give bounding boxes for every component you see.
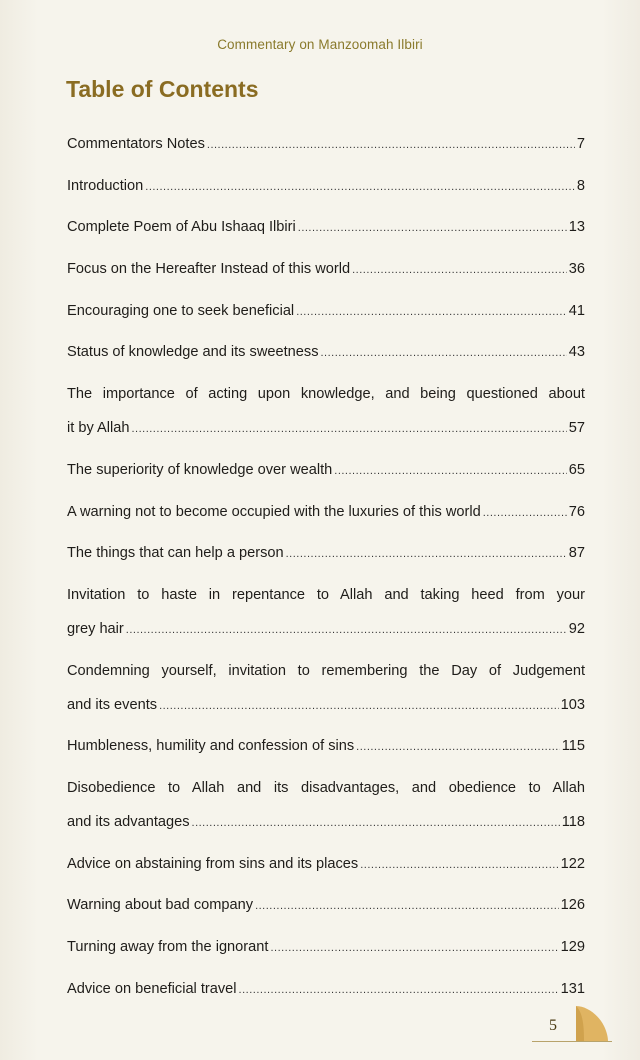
- dot-leader: [207, 133, 575, 156]
- toc-entry[interactable]: [67, 133, 585, 155]
- toc-entry-page: 103: [560, 696, 585, 713]
- toc-entry-page: 118: [561, 813, 585, 830]
- toc-entry-title: The superiority of knowledge over wealth: [67, 461, 333, 478]
- dot-leader: [131, 417, 566, 440]
- toc-entry-title: Focus on the Hereafter Instead of this world: [67, 261, 351, 278]
- running-head: Commentary on Manzoomah Ilbiri: [217, 37, 423, 52]
- toc-entry-page: 87: [568, 545, 585, 562]
- toc-entry-title-line: The importance of acting upon knowledge, and being questioned about: [67, 386, 585, 403]
- toc-entry[interactable]: [67, 383, 585, 439]
- dot-leader: [145, 175, 575, 198]
- toc-entry[interactable]: [67, 936, 585, 958]
- toc-entry[interactable]: [67, 660, 585, 716]
- toc-entry-title-line: Disobedience to Allah and its disadvantages, and obedience to Allah: [67, 779, 585, 796]
- toc-entry[interactable]: [67, 459, 585, 481]
- toc-entry-title-line: Condemning yourself, invitation to remembering the Day of Judgement: [67, 662, 585, 679]
- toc-entry-title: grey hair: [67, 620, 124, 637]
- toc-entry-page: 7: [576, 136, 585, 152]
- toc-entry[interactable]: [67, 501, 585, 523]
- toc-entry-page: 76: [568, 503, 585, 520]
- toc-entry-title: Commentators Notes: [67, 136, 205, 152]
- toc-entry[interactable]: [67, 175, 585, 197]
- toc-entry[interactable]: [67, 735, 585, 757]
- toc-entry-page: 13: [568, 219, 585, 236]
- dot-leader: [286, 542, 567, 565]
- toc-entry-title: Advice on beneficial travel: [67, 980, 237, 997]
- toc-entry-page: 115: [561, 738, 585, 755]
- page-title: Table of Contents: [66, 76, 259, 102]
- toc-entry-title: Encouraging one to seek beneficial: [67, 302, 295, 319]
- dot-leader: [296, 300, 567, 323]
- toc-entry-title: Warning about bad company: [67, 897, 254, 914]
- toc-entry-title: and its advantages: [67, 813, 190, 830]
- dot-leader: [255, 894, 559, 917]
- dot-leader: [270, 936, 558, 959]
- toc-entry[interactable]: [67, 258, 585, 280]
- toc-entry-page: 126: [560, 897, 585, 914]
- toc-entry[interactable]: [67, 978, 585, 1000]
- toc-entry[interactable]: [67, 542, 585, 564]
- dot-leader: [360, 853, 558, 876]
- dot-leader: [334, 459, 567, 482]
- footer-rule: [532, 1041, 612, 1042]
- dot-leader: [352, 258, 567, 281]
- toc-entry-page: 8: [576, 177, 585, 194]
- toc-entry-title: Complete Poem of Abu Ishaaq Ilbiri: [67, 219, 296, 236]
- dot-leader: [298, 216, 567, 239]
- dot-leader: [126, 618, 567, 641]
- toc-entry[interactable]: [67, 894, 585, 916]
- toc-entry-title: Status of knowledge and its sweetness: [67, 344, 319, 361]
- toc-entry-page: 57: [568, 420, 585, 437]
- toc-entry-page: 43: [568, 344, 585, 361]
- toc-entry-page: 41: [568, 302, 585, 319]
- toc-entry-title: and its events: [67, 696, 158, 713]
- toc-entry-title: A warning not to become occupied with the luxuries of this world: [67, 503, 481, 520]
- toc-entry-title: Introduction: [67, 177, 144, 194]
- toc-entry[interactable]: [67, 300, 585, 322]
- toc-entry[interactable]: [67, 853, 585, 875]
- table-of-contents: [67, 133, 585, 1019]
- dot-leader: [483, 501, 567, 524]
- toc-entry-page: 36: [568, 261, 585, 278]
- dot-leader: [192, 811, 560, 834]
- toc-entry-page: 65: [568, 461, 585, 478]
- toc-entry[interactable]: [67, 777, 585, 833]
- toc-entry[interactable]: [67, 216, 585, 238]
- dot-leader: [239, 978, 559, 1001]
- toc-entry-page: 131: [560, 980, 585, 997]
- toc-entry-title: Turning away from the ignorant: [67, 939, 269, 955]
- toc-entry[interactable]: [67, 341, 585, 363]
- toc-entry-title: it by Allah: [67, 420, 130, 437]
- toc-entry-title: Advice on abstaining from sins and its places: [67, 855, 359, 872]
- toc-entry-page: 122: [560, 855, 585, 872]
- dot-leader: [356, 735, 560, 758]
- toc-entry-title: Humbleness, humility and confession of sins: [67, 738, 355, 755]
- toc-entry-page: 129: [560, 939, 585, 955]
- dot-leader: [321, 341, 567, 364]
- page-number: 5: [549, 1017, 557, 1034]
- toc-entry-title-line: Invitation to haste in repentance to Allah and taking heed from your: [67, 586, 585, 603]
- toc-entry[interactable]: [67, 584, 585, 640]
- toc-entry-title: The things that can help a person: [67, 545, 284, 562]
- toc-entry-page: 92: [568, 620, 585, 637]
- dot-leader: [159, 694, 559, 717]
